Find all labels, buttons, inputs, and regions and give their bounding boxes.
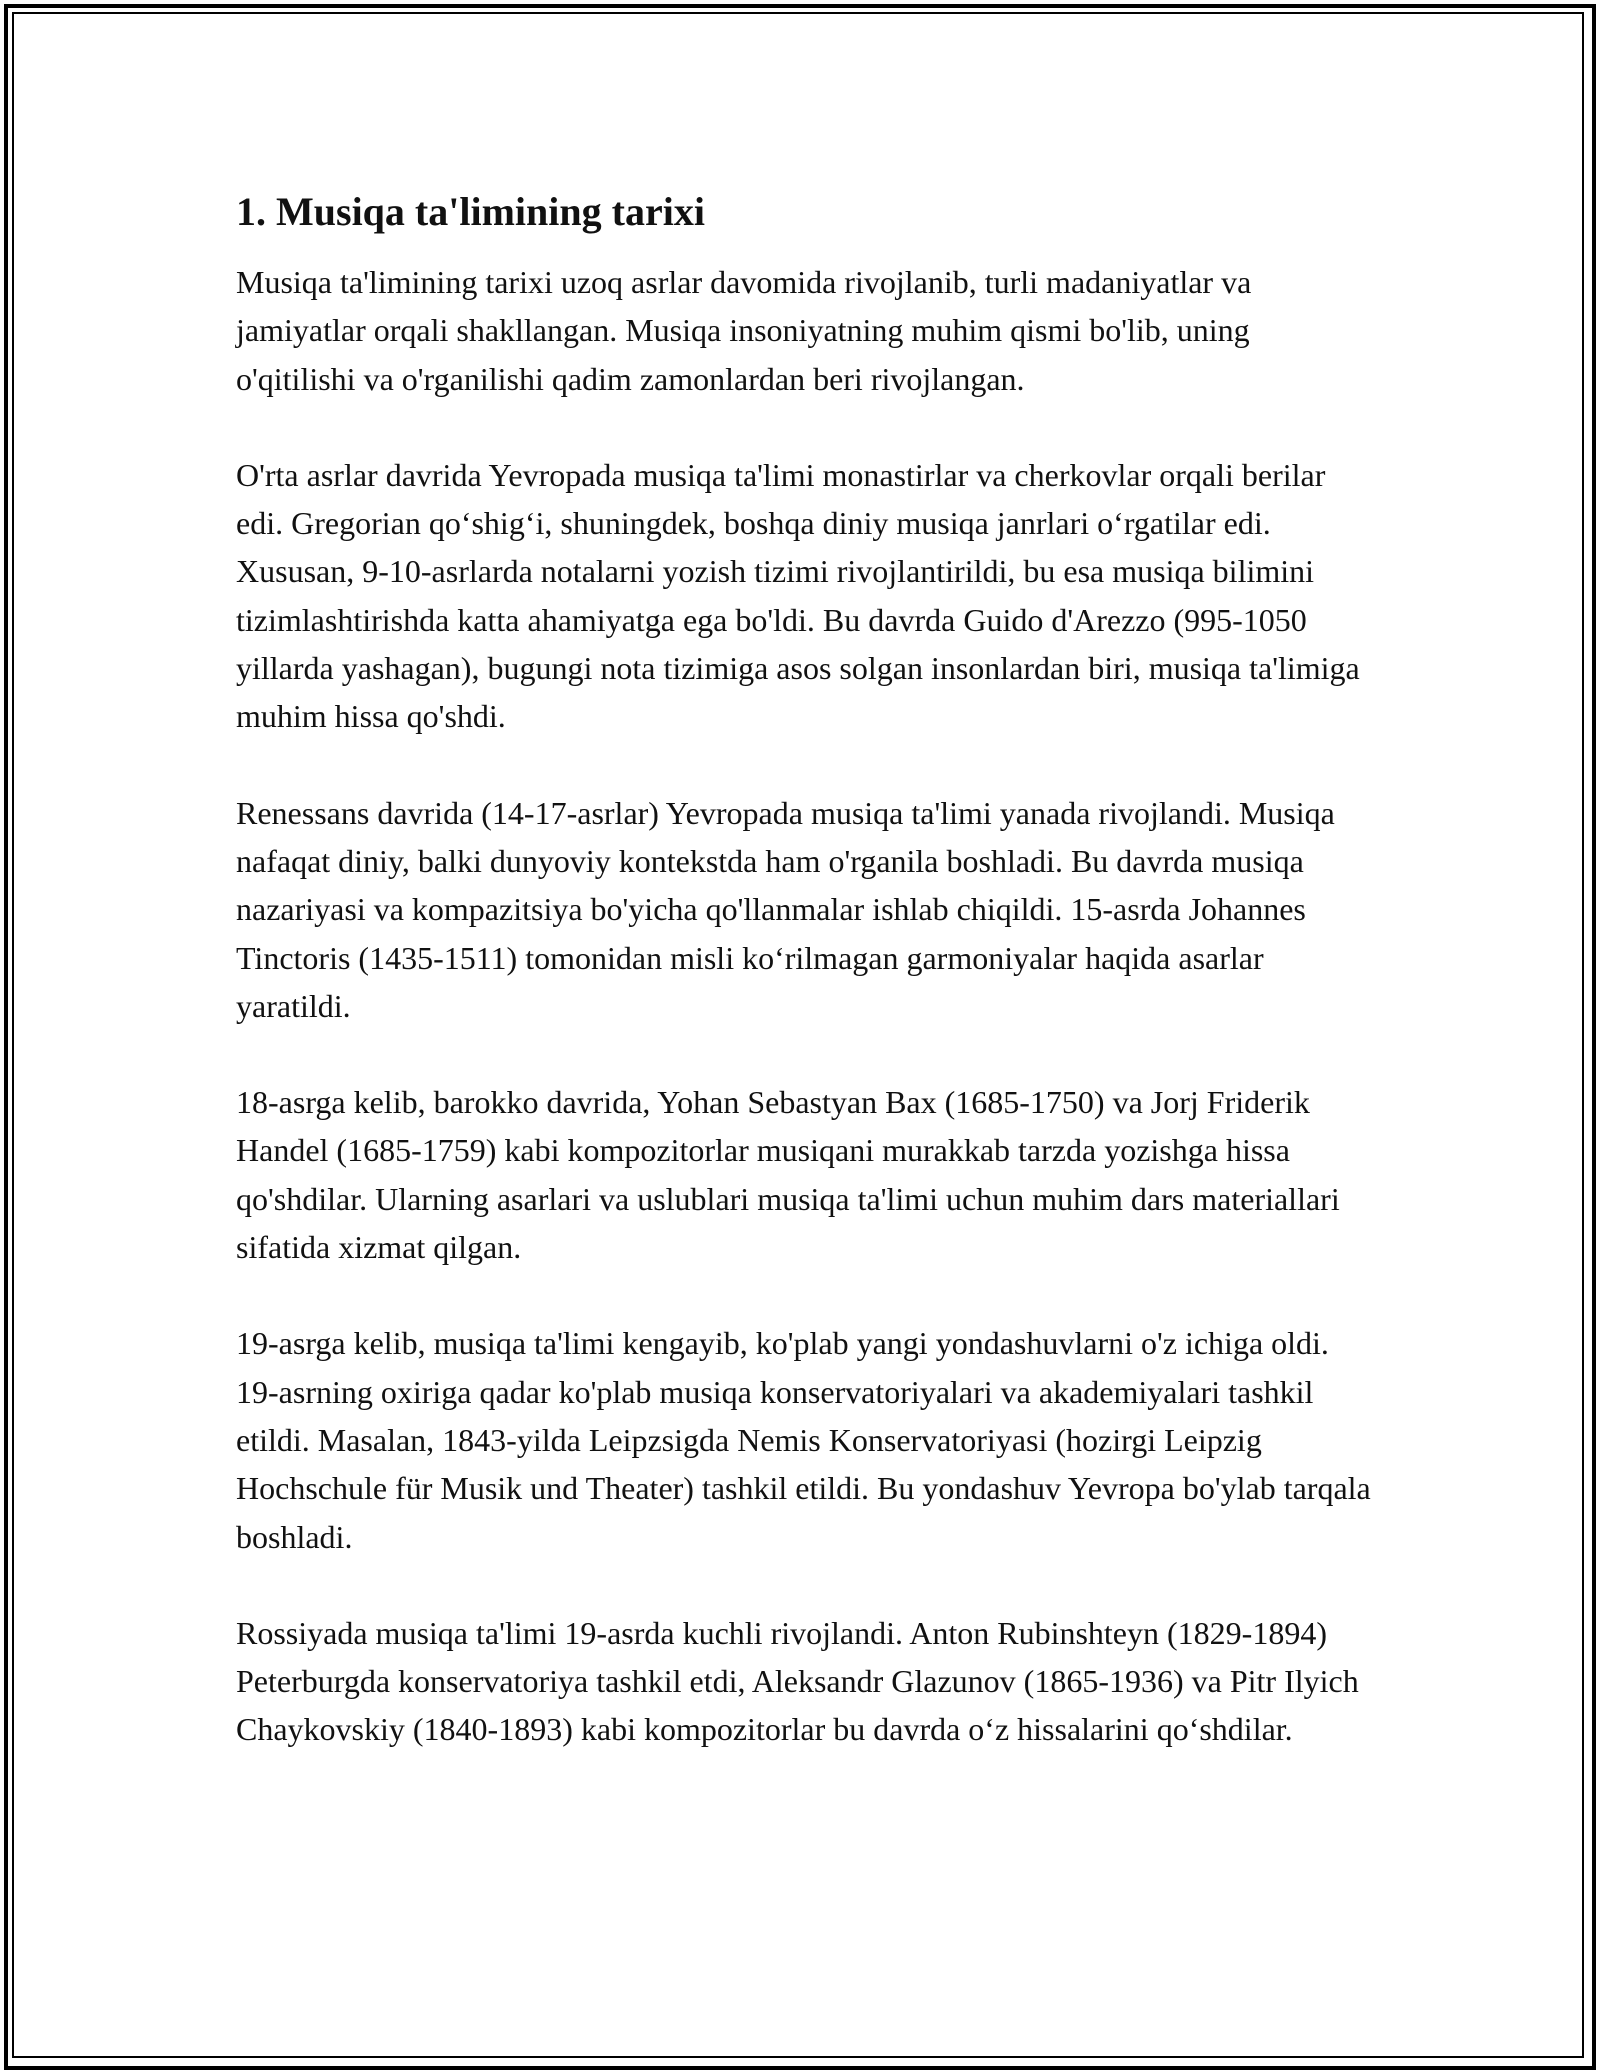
paragraph-intro: Musiqa ta'limining tarixi uzoq asrlar davomida rivojlanib, turli madaniyatlar va jamiyatlar orqali shakllangan. Musiqa insoniyatning muhim qismi bo'lib, uning o'qitilishi va o'rganilishi qadim zamonlardan beri rivojlangan. bbox=[236, 264, 1252, 397]
document-body bbox=[236, 180, 1376, 1802]
paragraph-russia: Rossiyada musiqa ta'limi 19-asrda kuchli rivojlandi. Anton Rubinshteyn (1829-1894) Peterburgda konservatoriya tashkil etdi, Aleksandr Glazunov (1865-1936) va Pitr Ilyich Chaykovskiy (1840-1893) kabi kompozitorlar bu davrda o‘z hissalarini qo‘shdilar. bbox=[236, 1614, 1359, 1748]
section-heading: 1. Musiqa ta'limining tarixi bbox=[236, 189, 705, 234]
paragraph-19th-century: 19-asrga kelib, musiqa ta'limi kengayib, ko'plab yangi yondashuvlarni o'z ichiga oldi. 19-asrning oxiriga qadar ko'plab musiqa konservatoriyalari va akademiyalari tashkil etildi. Masalan, 1843-yilda Leipzsigda Nemis Konservatoriyasi (hozirgi Leipzig Hochschule für Musik und Theater) tashkil etildi. Bu yondashuv Yevropa bo'ylab tarqala boshladi. bbox=[236, 1325, 1371, 1555]
paragraph-baroque: 18-asrga kelib, barokko davrida, Yohan Sebastyan Bax (1685-1750) va Jorj Friderik Handel (1685-1759) kabi kompozitorlar musiqani murakkab tarzda yozishga hissa qo'shdilar. Ularning asarlari va uslublari musiqa ta'limi uchun muhim dars materiallari sifatida xizmat qilgan. bbox=[236, 1084, 1340, 1266]
paragraph-middle-ages: O'rta asrlar davrida Yevropada musiqa ta'limi monastirlar va cherkovlar orqali berilar edi. Gregorian qo‘shig‘i, shuningdek, boshqa diniy musiqa janrlari o‘rgatilar edi. Xususan, 9-10-asrlarda notalarni yozish tizimi rivojlantirildi, bu esa musiqa bilimini tizimlashtirishda katta ahamiyatga ega bo'ldi. Bu davrda Guido d'Arezzo (995-1050 yillarda yashagan), bugungi nota tizimiga asos solgan insonlardan biri, musiqa ta'limiga muhim hissa qo'shdi. bbox=[236, 456, 1360, 735]
paragraph-renaissance: Renessans davrida (14-17-asrlar) Yevropada musiqa ta'limi yanada rivojlandi. Musiqa nafaqat diniy, balki dunyoviy kontekstda ham o'rganila boshladi. Bu davrda musiqa nazariyasi va kompazitsiya bo'yicha qo'llanmalar ishlab chiqildi. 15-asrda Johannes Tinctoris (1435-1511) tomonidan misli ko‘rilmagan garmoniyalar haqida asarlar yaratildi. bbox=[236, 794, 1335, 1024]
